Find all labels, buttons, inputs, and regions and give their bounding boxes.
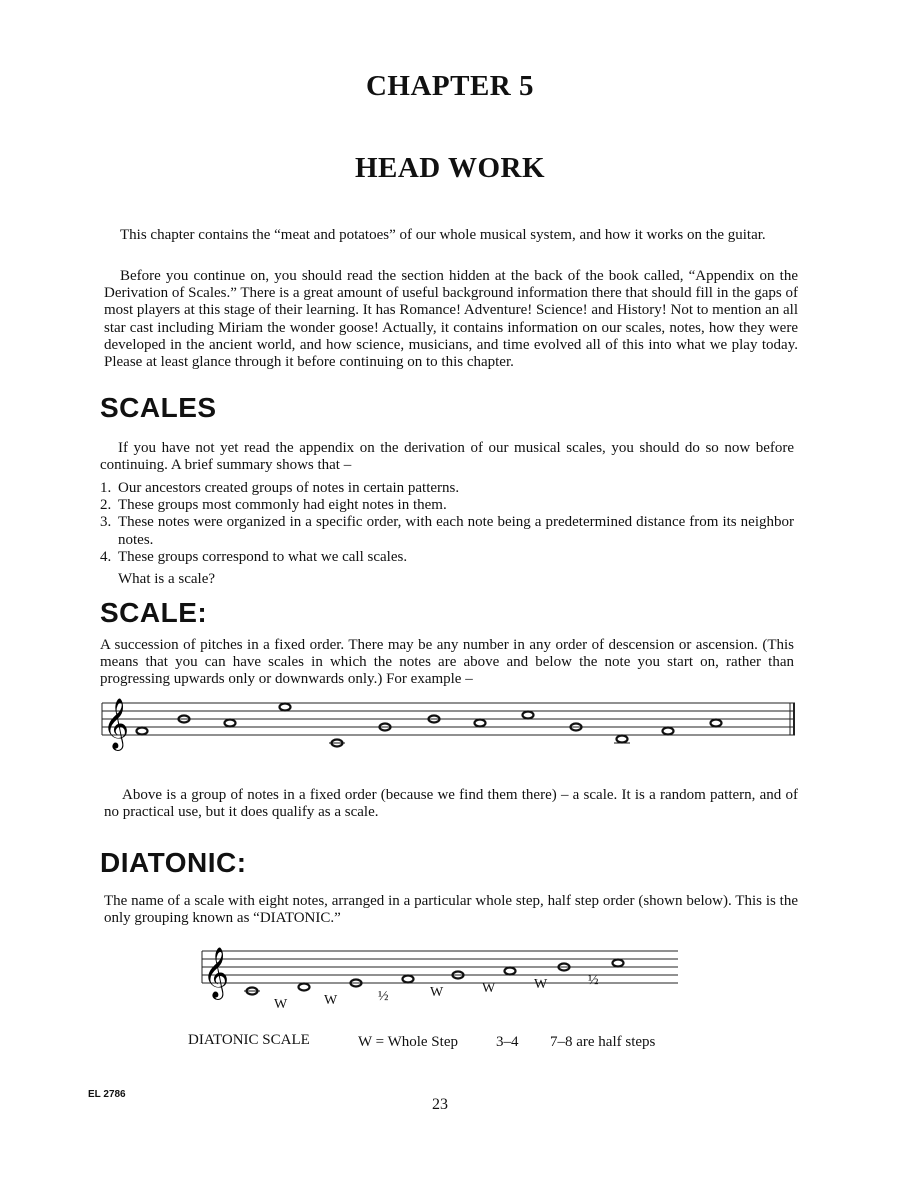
diatonic-caption-legend: W = Whole Step: [358, 1034, 458, 1050]
list-item: 2. These groups most commonly had eight notes in them.: [100, 497, 447, 514]
chapter-title: HEAD WORK: [354, 152, 546, 184]
scales-intro-paragraph: If you have not yet read the appendix on the derivation of our musical scales, you should do so now before continuing. A brief summary shows that –: [100, 440, 794, 474]
catalog-code: EL 2786: [88, 1089, 126, 1100]
scale-explanation-paragraph: Above is a group of notes in a fixed order (because we find them there) – a scale. It is a random pattern, and of no practical use, but it does qualify as a scale.: [104, 787, 798, 821]
diatonic-caption-half-step-2: 7–8 are half steps: [550, 1034, 656, 1050]
question-text: What is a scale?: [118, 571, 216, 587]
treble-clef-icon: 𝄞: [103, 699, 130, 748]
diatonic-heading: DIATONIC:: [100, 847, 247, 878]
list-item: 4. These groups correspond to what we call scales.: [100, 548, 408, 565]
step-label: W: [274, 997, 288, 1012]
intro-paragraph-2: Before you continue on, you should read the section hidden at the back of the book called, “Appendix on the Derivation of Scales.” There is a great amount of useful background information there that should fill in the gaps of most players at this stage of their learning. It has Romance! Adventure! Science! and History! Not to mention an all star cast including Miriam the wonder goose! Actually, it contains information on our scales, notes, how they were developed in the ancient world, and how science, musicians, and time evolved all of this into what we play today. Please at least glance through it before continuing on to this chapter.: [104, 268, 798, 371]
step-label: W: [430, 985, 444, 1000]
chapter-label: CHAPTER 5: [365, 70, 535, 102]
list-item: 3. These notes were organized in a specific order, with each note being a predetermined distance from its neighbor notes.: [100, 514, 794, 548]
step-label: W: [482, 981, 496, 996]
diatonic-caption-name: DIATONIC SCALE: [188, 1032, 310, 1048]
scale-definition-paragraph: A succession of pitches in a fixed order. There may be any number in any order of descension or ascension. (This means that you can have scales in which the notes are above and below the note you start on, rather than progressing upwards only or downwards only.) For example –: [100, 637, 794, 688]
treble-clef-icon: 𝄞: [203, 948, 230, 997]
diatonic-scale-staff: [200, 945, 680, 1020]
step-label: W: [324, 993, 338, 1008]
intro-paragraph-1: This chapter contains the “meat and potatoes” of our whole musical system, and how it works on the guitar.: [120, 227, 766, 243]
list-item: 1. Our ancestors created groups of notes in certain patterns.: [100, 480, 460, 496]
scales-heading: SCALES: [100, 392, 217, 423]
diatonic-definition-paragraph: The name of a scale with eight notes, arranged in a particular whole step, half step order (shown below). This is the only grouping known as “DIATONIC.”: [104, 893, 798, 927]
scale-heading: SCALE:: [100, 597, 208, 628]
summary-list: [100, 480, 794, 566]
step-label: ½: [588, 973, 599, 988]
page-number: 23: [432, 1096, 448, 1113]
diatonic-caption-half-step-1: 3–4: [496, 1034, 519, 1050]
step-label: W: [534, 977, 548, 992]
example-scale-staff: [100, 693, 800, 757]
step-label: ½: [378, 989, 389, 1004]
